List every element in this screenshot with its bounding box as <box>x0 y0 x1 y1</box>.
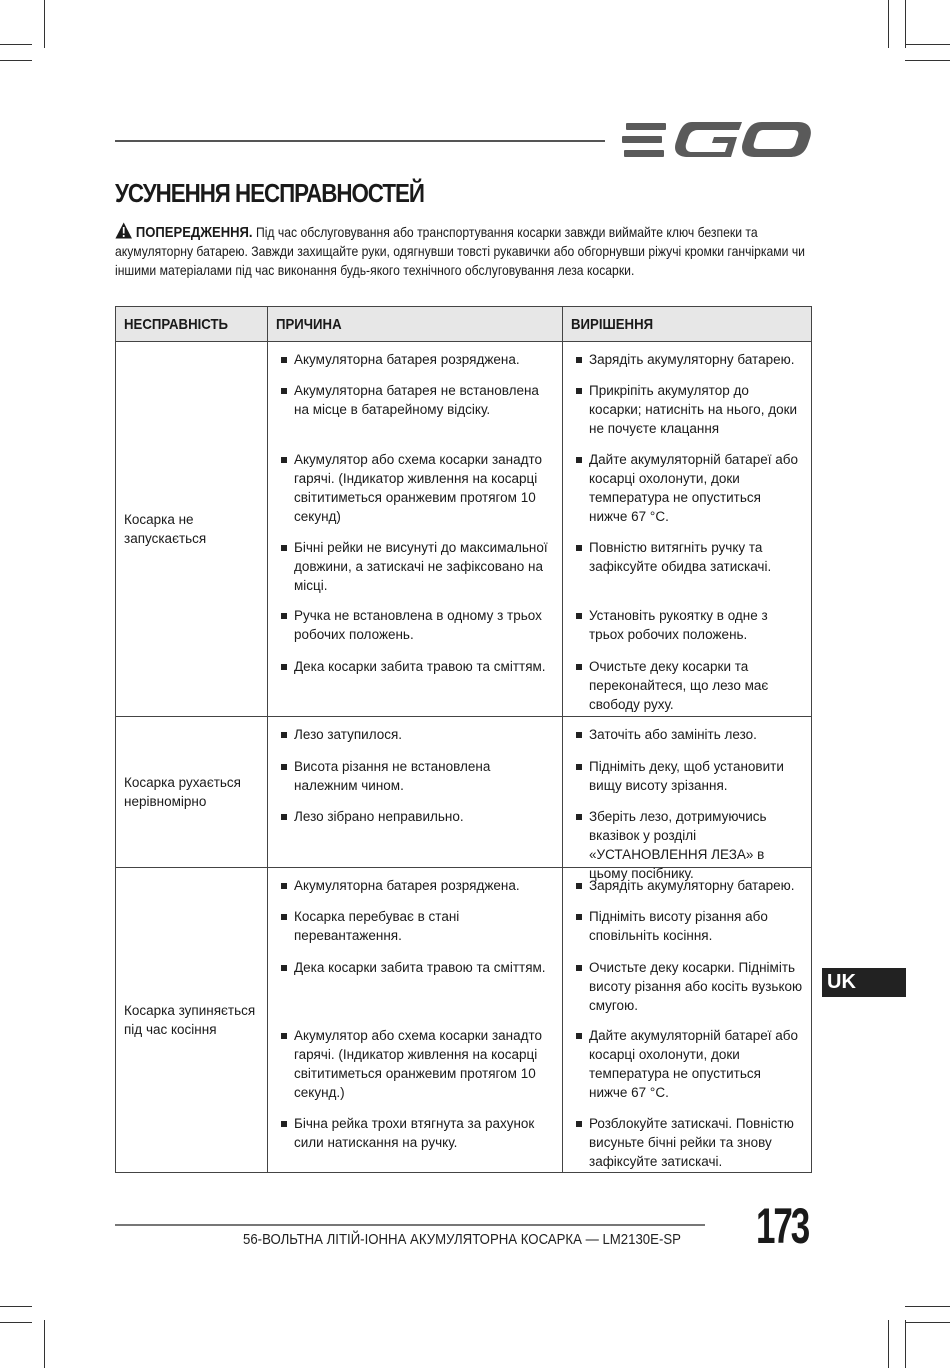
crop-mark <box>888 1320 889 1368</box>
page-title: УСУНЕННЯ НЕСПРАВНОСТЕЙ <box>115 178 424 208</box>
crop-mark <box>0 60 32 61</box>
crop-mark <box>888 0 889 48</box>
cause-cell <box>268 868 563 1173</box>
column-header-solution: ВИРІШЕННЯ <box>563 307 812 342</box>
crop-mark <box>44 1320 45 1368</box>
cause-item: Лезо затупилося. <box>268 725 562 744</box>
solution-item: Підніміть висоту різання або сповільніть косіння. <box>563 907 811 945</box>
crop-mark <box>905 1306 950 1307</box>
solution-item: Установіть рукоятку в одне з трьох робочих положень. <box>563 606 811 644</box>
cause-cell <box>268 717 563 868</box>
cause-item: Косарка перебуває в стані перевантаження. <box>268 907 562 945</box>
cause-item: Дека косарки забита травою та сміттям. <box>268 657 562 676</box>
cause-item: Бічні рейки не висунуті до максимальної довжини, а затискачі не зафіксовано на місці. <box>268 538 562 595</box>
cause-item: Акумулятор або схема косарки занадто гарячі. (Індикатор живлення на косарці світитиметься оранжевим протягом 10 секунд) <box>268 450 562 526</box>
warning-label: ПОПЕРЕДЖЕННЯ. <box>135 224 253 241</box>
table-row <box>116 342 812 717</box>
header-rule <box>115 140 605 142</box>
fault-cell: Косарка не запускається <box>116 342 268 717</box>
crop-mark <box>905 60 950 61</box>
crop-mark <box>905 1322 950 1323</box>
solution-item: Зарядіть акумуляторну батарею. <box>563 350 811 369</box>
solution-item: Зберіть лезо, дотримуючись вказівок у розділі «УСТАНОВЛЕННЯ ЛЕЗА» в цьому посібнику. <box>563 807 811 883</box>
troubleshooting-table <box>115 306 812 1173</box>
solution-item: Дайте акумуляторній батареї або косарці охолонути, доки температура не опуститься нижче 67 °C. <box>563 1026 811 1102</box>
cause-item: Акумуляторна батарея розряджена. <box>268 876 562 895</box>
solution-item: Дайте акумуляторній батареї або косарці охолонути, доки температура не опуститься нижче 67 °C. <box>563 450 811 526</box>
cause-item: Акумуляторна батарея розряджена. <box>268 350 562 369</box>
cause-item: Бічна рейка трохи втягнута за рахунок сили натискання на ручку. <box>268 1114 562 1152</box>
footer-product-line: 56-ВОЛЬТНА ЛІТІЙ-ІОННА АКУМУЛЯТОРНА КОСАРКА — LM2130E-SP <box>243 1231 681 1248</box>
language-tab: UK <box>822 968 906 997</box>
cause-cell <box>268 342 563 717</box>
table-header-row <box>116 307 812 342</box>
cause-item: Висота різання не встановлена належним чином. <box>268 757 562 795</box>
warning-icon <box>115 222 132 239</box>
solution-item: Очистьте деку косарки та переконайтеся, що лезо має свободу руху. <box>563 657 811 714</box>
crop-mark <box>44 0 45 48</box>
fault-cell: Косарка зупиняється під час косіння <box>116 868 268 1173</box>
solution-item: Прикріпіть акумулятор до косарки; натисніть на нього, доки не почуєте клацання <box>563 381 811 438</box>
cause-item: Лезо зібрано неправильно. <box>268 807 562 826</box>
cause-item: Акумуляторна батарея не встановлена на місце в батарейному відсіку. <box>268 381 562 419</box>
warning-notice <box>115 222 811 280</box>
solution-cell <box>563 342 812 717</box>
cause-item: Ручка не встановлена в одному з трьох робочих положень. <box>268 606 562 644</box>
footer-rule <box>115 1224 705 1226</box>
cause-item: Дека косарки забита травою та сміттям. <box>268 958 562 977</box>
solution-item: Повністю витягніть ручку та зафіксуйте обидва затискачі. <box>563 538 811 576</box>
crop-mark <box>905 0 906 48</box>
solution-cell <box>563 717 812 881</box>
crop-mark <box>0 44 32 45</box>
crop-mark <box>0 1306 32 1307</box>
column-header-fault: НЕСПРАВНІСТЬ <box>116 307 268 342</box>
fault-cell: Косарка рухається нерівномірно <box>116 717 268 868</box>
warning-text: Під час обслуговування або транспортування косарки завжди виймайте ключ безпеки та акумуляторну батарею. Завжди захищайте руки, одягнувши товсті рукавички або обгорнувши ріжучі кромки ганчірками чи іншими матеріалами під час виконання будь-якого технічного обслуговування леза косарки. <box>115 224 805 278</box>
solution-item: Розблокуйте затискачі. Повністю висуньте бічні рейки та знову зафіксуйте затискачі. <box>563 1114 811 1171</box>
solution-item: Зарядіть акумуляторну батарею. <box>563 876 811 895</box>
cause-item: Акумулятор або схема косарки занадто гарячі. (Індикатор живлення на косарці світитиметься оранжевим протягом 10 секунд.) <box>268 1026 562 1102</box>
table-row <box>116 868 812 1173</box>
solution-item: Очистьте деку косарки. Підніміть висоту різання або косіть вузькою смугою. <box>563 958 811 1015</box>
table-row <box>116 717 812 868</box>
ego-logo <box>622 118 812 162</box>
page-number: 173 <box>756 1198 809 1254</box>
solution-item: Заточіть або замініть лезо. <box>563 725 811 744</box>
crop-mark <box>905 44 950 45</box>
crop-mark <box>0 1322 32 1323</box>
solution-item: Підніміть деку, щоб установити вищу висоту зрізання. <box>563 757 811 795</box>
solution-cell <box>563 868 812 1173</box>
column-header-cause: ПРИЧИНА <box>268 307 563 342</box>
crop-mark <box>905 1320 906 1368</box>
